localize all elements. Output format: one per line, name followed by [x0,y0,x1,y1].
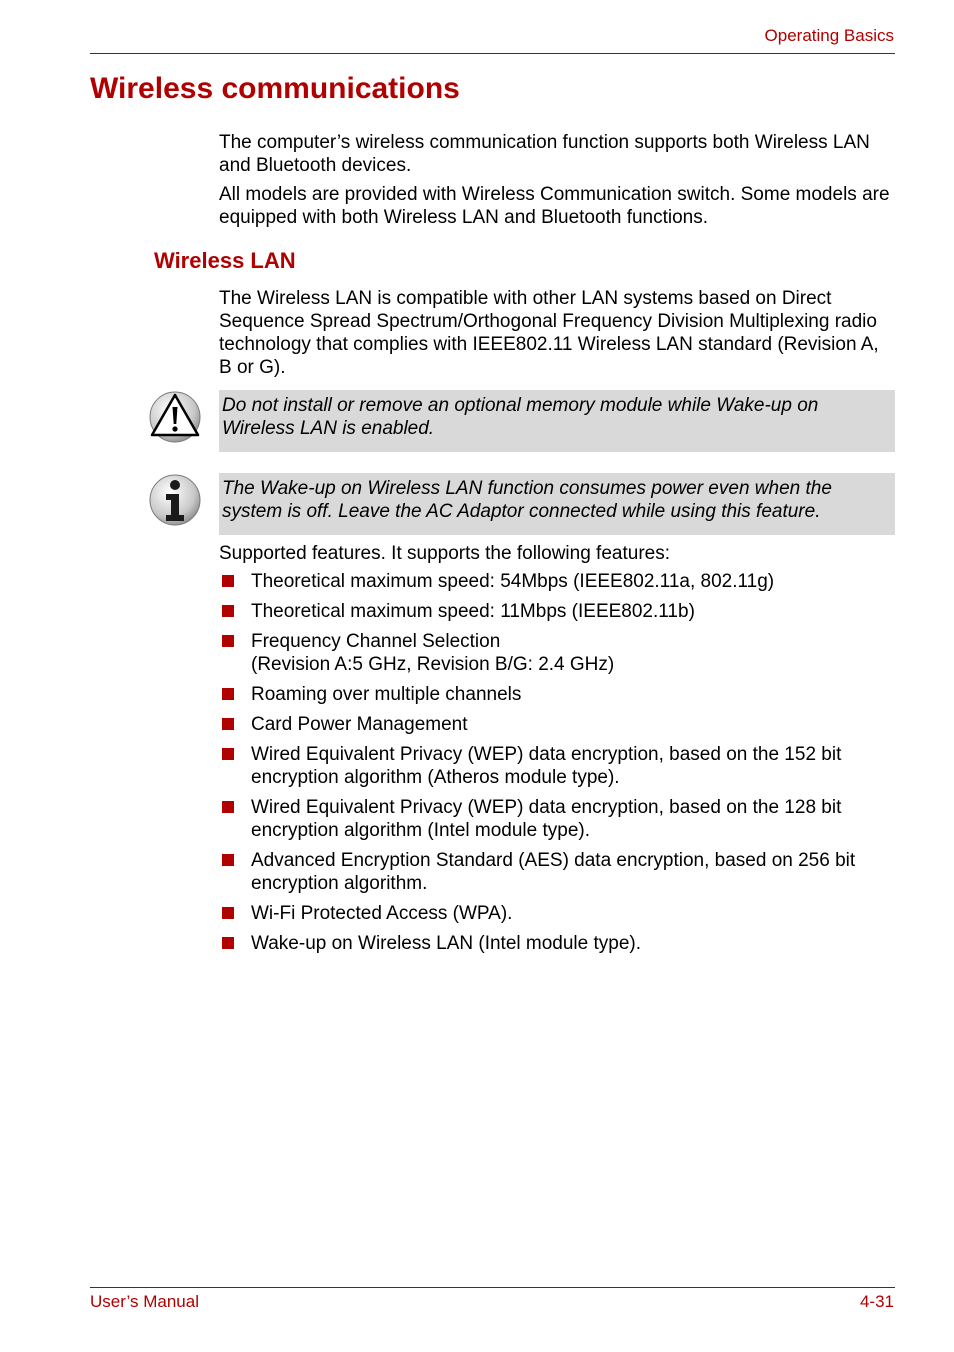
info-icon [148,473,202,527]
footer-manual-title: User’s Manual [90,1292,199,1311]
bullet-square-icon [222,688,234,700]
info-note: The Wake-up on Wireless LAN function consumes power even when the system is off. Leave the AC Adaptor connected while using this feature. [219,473,895,535]
header-rule [90,53,895,54]
bullet-square-icon [222,718,234,730]
list-item: Frequency Channel Selection (Revision A:5 GHz, Revision B/G: 2.4 GHz) [219,630,895,676]
bullet-square-icon [222,575,234,587]
bullet-square-icon [222,907,234,919]
intro-paragraph-1: The computer’s wireless communication function supports both Wireless LAN and Bluetooth devices. [219,132,870,176]
list-item: Card Power Management [219,713,895,736]
warning-triangle-icon [148,390,202,444]
list-item: Advanced Encryption Standard (AES) data encryption, based on 256 bit encryption algorithm. [219,849,895,895]
bullet-square-icon [222,635,234,647]
footer-rule [90,1287,895,1288]
features-list [219,570,895,962]
section-heading: Wireless LAN [154,248,296,273]
bullet-square-icon [222,801,234,813]
list-item: Wired Equivalent Privacy (WEP) data encryption, based on the 128 bit encryption algorithm (Intel module type). [219,796,895,842]
bullet-square-icon [222,937,234,949]
list-item: Theoretical maximum speed: 11Mbps (IEEE802.11b) [219,600,895,623]
list-item: Wi-Fi Protected Access (WPA). [219,902,895,925]
page-title: Wireless communications [90,72,460,105]
list-item: Theoretical maximum speed: 54Mbps (IEEE802.11a, 802.11g) [219,570,895,593]
list-item: Wired Equivalent Privacy (WEP) data encryption, based on the 152 bit encryption algorithm (Atheros module type). [219,743,895,789]
features-intro: Supported features. It supports the following features: [219,543,670,564]
footer-page-number: 4-31 [859,1292,894,1311]
bullet-square-icon [222,748,234,760]
list-item: Wake-up on Wireless LAN (Intel module type). [219,932,895,955]
caution-note: Do not install or remove an optional memory module while Wake-up on Wireless LAN is enabled. [219,390,895,452]
list-item: Roaming over multiple channels [219,683,895,706]
bullet-square-icon [222,605,234,617]
running-header: Operating Basics [764,26,894,45]
lan-paragraph: The Wireless LAN is compatible with other LAN systems based on Direct Sequence Spread Spectrum/Orthogonal Frequency Division Multiplexing radio technology that complies with IEEE802.11 Wireless LAN standard (Revision A, B or G). [219,288,879,378]
intro-paragraph-2: All models are provided with Wireless Communication switch. Some models are equipped with both Wireless LAN and Bluetooth functions. [219,184,890,228]
bullet-square-icon [222,854,234,866]
